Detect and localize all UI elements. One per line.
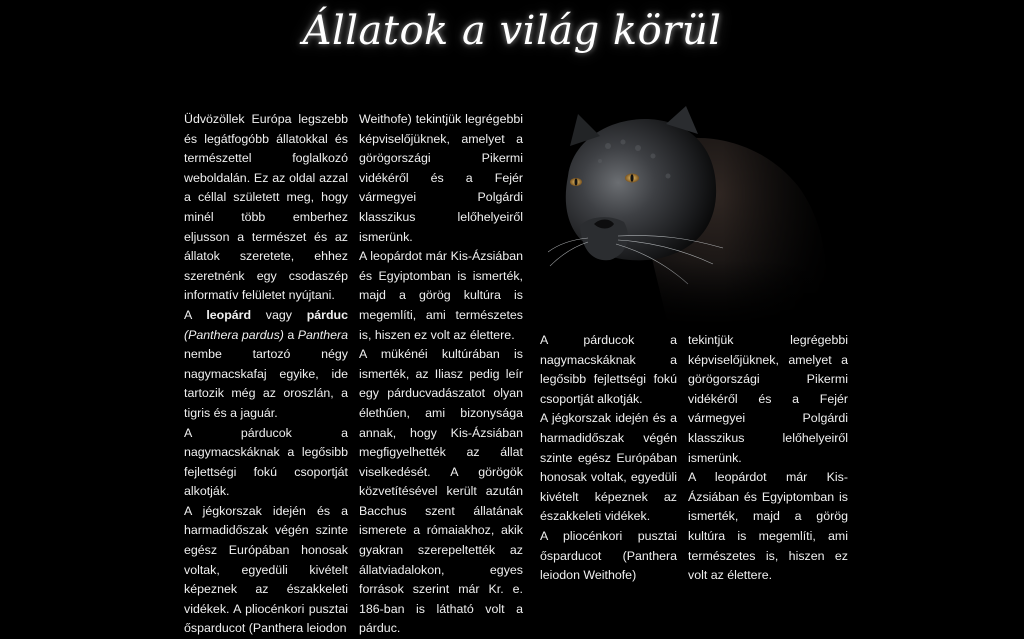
paragraph-leopard: A leopárd vagy párduc (Panthera pardus) a Panthera nembe tartozó négy nagymacskafaj egyike, ide tartozik még az oroszlán, a tigris és a jaguár. — [184, 307, 349, 420]
paragraph: A leopárdot már Kis-Ázsiában és Egyiptomban is ismerték, majd a görög kultúra is megemlíti, ami természetes is, hiszen ez volt az élettere. — [359, 249, 523, 342]
panther-icon — [548, 106, 838, 326]
latin-name: (Panthera pardus) — [184, 327, 284, 342]
paragraph: A jégkorszak idején és a harmadidőszak végén szinte egész Európában honosak voltak, egyedüli kivételt képeznek az északkeleti vidékek. — [540, 411, 677, 524]
term-parduc: párduc — [306, 307, 349, 322]
paragraph: A jégkorszak idején és a harmadidőszak végén szinte egész Európában honosak voltak, egyedüli kivételt képeznek az északkeleti vidékek. A pliocénkori pusztai ősparducot (Panthera leiodon — [184, 503, 348, 636]
genus-name: Panthera — [297, 327, 348, 342]
paragraph-intro: Üdvözöllek Európa legszebb és legátfogóbb állatokkal és természettel foglalkozó weboldalán. Ez az oldal azzal a céllal született meg, hogy minél több emberhez eljusson a természet és az állatok szeretete, ehhez szeretnénk egy csodaszép informatív felületet nyújtani. — [184, 112, 348, 303]
paragraph: A pliocénkori pusztai ősparducot (Panthera leiodon Weithofe) — [540, 528, 677, 583]
text-column-1 — [184, 110, 348, 639]
paragraph: A párducok a nagymacskáknak a legősibb fejlettségi fokú csoportját alkotják. — [540, 333, 677, 406]
text-column-2 — [359, 110, 523, 639]
term-leopard: leopárd — [206, 307, 252, 322]
text-column-4 — [688, 331, 848, 586]
text-column-3 — [540, 331, 677, 586]
paragraph: A mükénéi kultúrában is ismerték, az Iliasz pedig leír egy párducvadászatot olyan élethűen, ami bizonysága annak, hogy Kis-Ázsiában megfigyelhették az állat viselkedését. A görögök közvetítésével került azután Bacchus szent állatának ismerete a rómaiakhoz, akik gyakran szerepeltették az állatviadalokon, egyes források szerint már Kr. e. 186-ban is látható volt a párduc. — [359, 347, 523, 636]
paragraph: Weithofe) tekintjük legrégebbi képviselőjüknek, amelyet a görögországi Pikermi vidékéről és a Fejér vármegyei Polgárdi klasszikus lelőhelyeiről ismerünk. — [359, 112, 523, 244]
paragraph: A párducok a nagymacskáknak a legősibb fejlettségi fokú csoportját alkotják. — [184, 425, 348, 499]
paragraph: A leopárdot már Kis-Ázsiában és Egyiptomban is ismerték, majd a görög kultúra is megemlíti, ami természetes is, hiszen ez volt az élettere. — [688, 470, 848, 583]
page-title: Állatok a világ körül — [302, 8, 722, 54]
black-panther-image — [548, 106, 838, 326]
paragraph: tekintjük legrégebbi képviselőjüknek, amelyet a görögországi Pikermi vidékéről és a Fejér vármegyei Polgárdi klasszikus lelőhelyeiről ismerünk. — [688, 333, 848, 465]
